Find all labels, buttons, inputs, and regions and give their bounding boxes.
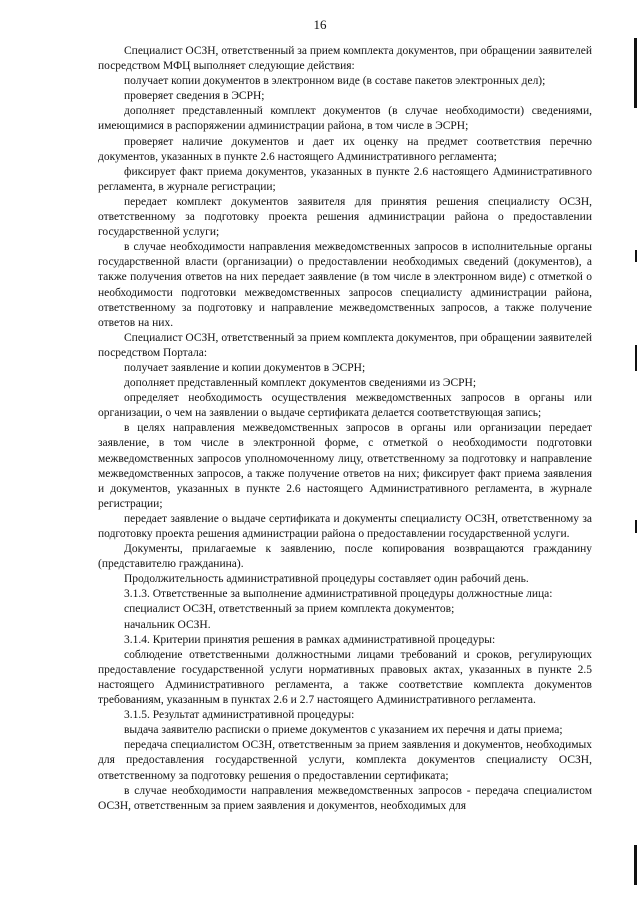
paragraph: передает заявление о выдаче сертификата и документы специалисту ОСЗН, ответственному за подготовку проекта решения администрации района о предоставлении государственной услуги. [98,512,592,540]
scan-edge-mark [635,250,637,262]
paragraph: 3.1.5. Результат административной процедуры: [124,709,355,722]
paragraph: передача специалистом ОСЗН, ответственным за прием заявления и документов, необходимых для предоставления государственной услуги, комплекта документов специалисту ОСЗН, ответственному за подготовку решения о предоставлении сертификата; [98,739,592,782]
paragraph: начальник ОСЗН. [124,618,211,631]
paragraph: Документы, прилагаемые к заявлению, после копирования возвращаются гражданину (представителю гражданина). [98,543,592,571]
paragraph: выдача заявителю расписки о приеме документов с указанием их перечня и даты приема; [124,724,563,737]
paragraph: фиксирует факт приема документов, указанных в пункте 2.6 настоящего Административного регламента, в журнале регистрации; [98,165,592,193]
paragraph: в случае необходимости направления межведомственных запросов - передача специалистом ОСЗН, ответственным за прием заявления и документов, необходимых для [98,784,592,812]
paragraph: получает заявление и копии документов в ЭСРН; [124,361,366,374]
document-body [98,44,592,814]
scan-edge-mark [634,845,637,885]
paragraph: определяет необходимость осуществления межведомственных запросов в органы или организации, о чем на заявлении о выдаче сертификата делается соответствующая запись; [98,392,592,420]
paragraph: специалист ОСЗН, ответственный за прием комплекта документов; [124,603,455,616]
scan-edge-mark [635,520,637,533]
paragraph: соблюдение ответственными должностными лицами требований и сроков, регулирующих предоставление государственной услуги нормативных правовых актах, указанных в пункте 2.5 настоящего Административного регламента, а также соответствие комплекта документов требованиям, указанным в пунктах 2.6 и 2.7 настоящего Административного регламента. [98,648,592,707]
paragraph: 3.1.4. Критерии принятия решения в рамках административной процедуры: [124,633,496,646]
paragraph: Продолжительность административной процедуры составляет один рабочий день. [124,573,529,586]
scan-edge-mark [635,345,637,371]
paragraph: получает копии документов в электронном виде (в составе пакетов электронных дел); [124,75,546,88]
paragraph: дополняет представленный комплект документов сведениями из ЭСРН; [124,377,477,390]
paragraph: 3.1.3. Ответственные за выполнение административной процедуры должностные лица: [124,588,553,601]
paragraph: проверяет сведения в ЭСРН; [124,90,265,103]
page-number: 16 [313,17,327,32]
paragraph: проверяет наличие документов и дает их оценку на предмет соответствия перечню документов, указанных в пункте 2.6 настоящего Административного регламента; [98,135,592,163]
paragraph: в целях направления межведомственных запросов в органы или организации передает заявление, в том числе в электронной форме, с отметкой о необходимости подготовки межведомственных запросов уполномоченному лицу, ответственному за подготовку и направление межведомственных запросов, а также получение ответов на них; фиксирует факт приема заявления и документов, указанных в пункте 2.6 настоящего Административного регламента, в журнале регистрации; [98,422,592,510]
scan-edge-mark [634,38,637,108]
paragraph: передает комплект документов заявителя для принятия решения специалисту ОСЗН, ответственному за подготовку проекта решения администрации района о предоставлении государственной услуги; [98,195,592,239]
paragraph: Специалист ОСЗН, ответственный за прием комплекта документов, при обращении заявителей посредством МФЦ выполняет следующие действия: [98,45,592,73]
paragraph: дополняет представленный комплект документов (в случае необходимости) сведениями, имеющимися в распоряжении администрации района, в том числе в ЭСРН; [98,105,592,133]
paragraph: Специалист ОСЗН, ответственный за прием комплекта документов, при обращении заявителей посредством Портала: [98,331,592,359]
scan-edge-marks [628,0,640,905]
paragraph: в случае необходимости направления межведомственных запросов в исполнительные органы государственной власти (организации) о предоставлении необходимых сведений (документов), а также получения ответов на них передает заявление (в том числе в электронном виде) с отметкой о необходимости подготовки межведомственных запросов специалисту администрации района, ответственному за подготовку и направление межведомственных запросов, а также получение ответов на них. [98,241,592,329]
